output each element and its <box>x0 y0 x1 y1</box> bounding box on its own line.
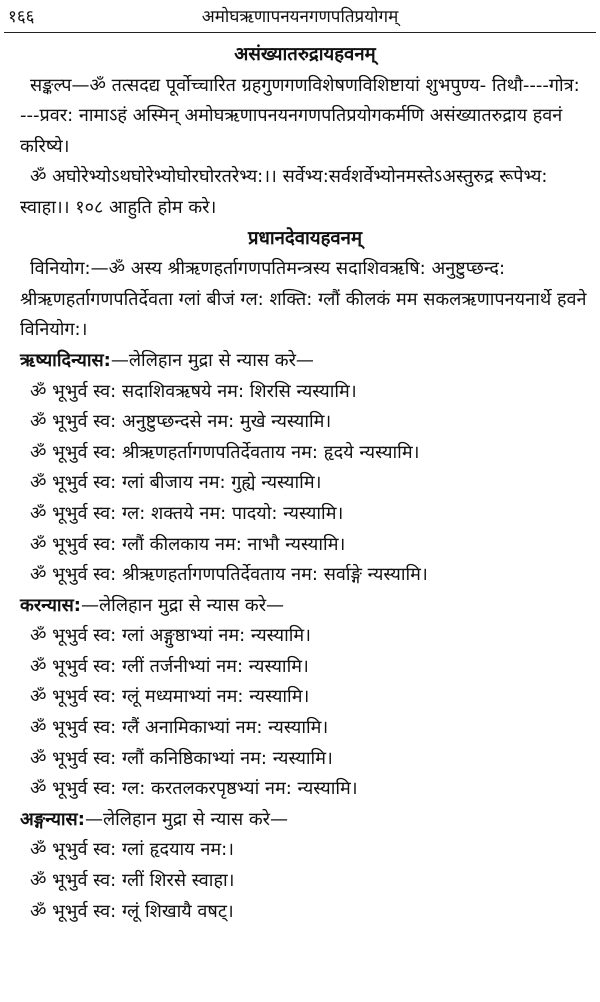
header-rule <box>4 32 596 33</box>
nyas-line: ॐ भूभुर्व स्व: सदाशिवऋषये नम: शिरसि न्यस्यामि। <box>30 380 357 402</box>
angnyas-note: —लेलिहान मुद्रा से न्यास करे— <box>84 808 289 830</box>
nyas-line: ॐ भूभुर्व स्व: ग्लौं कनिष्ठिकाभ्यां नम: न्यस्यामि। <box>30 747 333 769</box>
nyas-line: ॐ भूभुर्व स्व: ग्ल: शक्तये नम: पादयो: न्यस्यामि। <box>30 502 344 524</box>
page-header <box>0 4 600 30</box>
page-content <box>20 40 590 927</box>
viniyog-paragraph: विनियोग:—ॐ अस्य श्रीऋणहर्तागणपतिमन्त्रस्य सदाशिवऋषि: अनुष्टुप्छन्द: श्रीऋणहर्तागणपतिर्देवता ग्लां बीजं ग्ल: शक्ति: ग्लौं कीलकं मम सकलऋणापनयनार्थे हवने विनियोग:। <box>20 258 587 341</box>
nyas-line: ॐ भूभुर्व स्व: ग्लौं कीलकाय नम: नाभौ न्यस्यामि। <box>30 533 346 555</box>
sankalp-paragraph: सङ्कल्प—ॐ तत्सदद्य पूर्वोच्चारित ग्रहगुणगणविशेषणविशिष्टायां शुभपुण्य- तिथौ----गोत्र: ---प्रवर: नामाऽहं अस्मिन् अमोघऋणापनयनगणपतिप्रयोगकर्मणि असंख्यातरुद्राय हवनं करिष्ये। <box>20 74 580 157</box>
nyas-line: ॐ भूभुर्व स्व: अनुष्टुप्छन्दसे नम: मुखे न्यस्यामि। <box>30 411 332 433</box>
karnyas-label <box>20 591 590 622</box>
nyas-line: ॐ भूभुर्व स्व: ग्लां हृदयाय नम:। <box>30 839 234 861</box>
nyas-line: ॐ भूभुर्व स्व: ग्लूं मध्यमाभ्यां नम: न्यस्यामि। <box>30 686 310 708</box>
nyas-line: ॐ भूभुर्व स्व: ग्लां बीजाय नम: गुह्ये न्यस्यामि। <box>30 472 322 494</box>
nyas-line: ॐ भूभुर्व स्व: ग्ल: करतलकरपृष्ठभ्यां नम: न्यस्यामि। <box>30 778 358 800</box>
nyas-line: ॐ भूभुर्व स्व: ग्लीं शिरसे स्वाहा। <box>30 870 235 892</box>
rishyadi-note: —लेलिहान मुद्रा से न्यास करे— <box>110 349 314 371</box>
section-heading-asankhyat: असंख्यातरुद्रायहवनम् <box>234 44 376 65</box>
nyas-line: ॐ भूभुर्व स्व: ग्लैं अनामिकाभ्यां नम: न्यस्यामि। <box>30 717 329 739</box>
nyas-line: ॐ भूभुर्व स्व: ग्लीं तर्जनीभ्यां नम: न्यस्यामि। <box>30 655 309 677</box>
rishyadi-label <box>20 346 590 377</box>
nyas-line: ॐ भूभुर्व स्व: श्रीऋणहर्तागणपतिर्देवताय नम: सर्वाङ्गे न्यस्यामि। <box>30 564 428 586</box>
running-title: अमोघऋणापनयनगणपतिप्रयोगम् <box>201 7 399 27</box>
mantra-paragraph: ॐ अघोरेभ्योऽथघोरेभ्योघोरघोरतरेभ्य:।। सर्वेभ्य:सर्वशर्वेभ्योनमस्तेऽअस्तुरुद्र रूपेभ्य: स्वाहा।। १०८ आहुति होम करे। <box>20 166 548 218</box>
rishyadi-head: ऋष्यादिन्यास: <box>20 349 111 371</box>
nyas-line: ॐ भूभुर्व स्व: श्रीऋणहर्तागणपतिर्देवताय नम: हृदये न्यस्यामि। <box>30 441 420 463</box>
angnyas-head: अङ्गन्यास: <box>20 808 85 830</box>
karnyas-head: करन्यास: <box>20 594 81 616</box>
page-number: १६६ <box>8 7 35 27</box>
nyas-line: ॐ भूभुर्व स्व: ग्लां अङ्गुष्ठाभ्यां नम: न्यस्यामि। <box>30 625 311 647</box>
nyas-line: ॐ भूभुर्व स्व: ग्लूं शिखायै वषट्। <box>30 900 234 922</box>
angnyas-label <box>20 805 590 836</box>
section-heading-pradhan: प्रधानदेवायहवनम् <box>247 227 363 249</box>
karnyas-note: —लेलिहान मुद्रा से न्यास करे— <box>80 594 285 616</box>
